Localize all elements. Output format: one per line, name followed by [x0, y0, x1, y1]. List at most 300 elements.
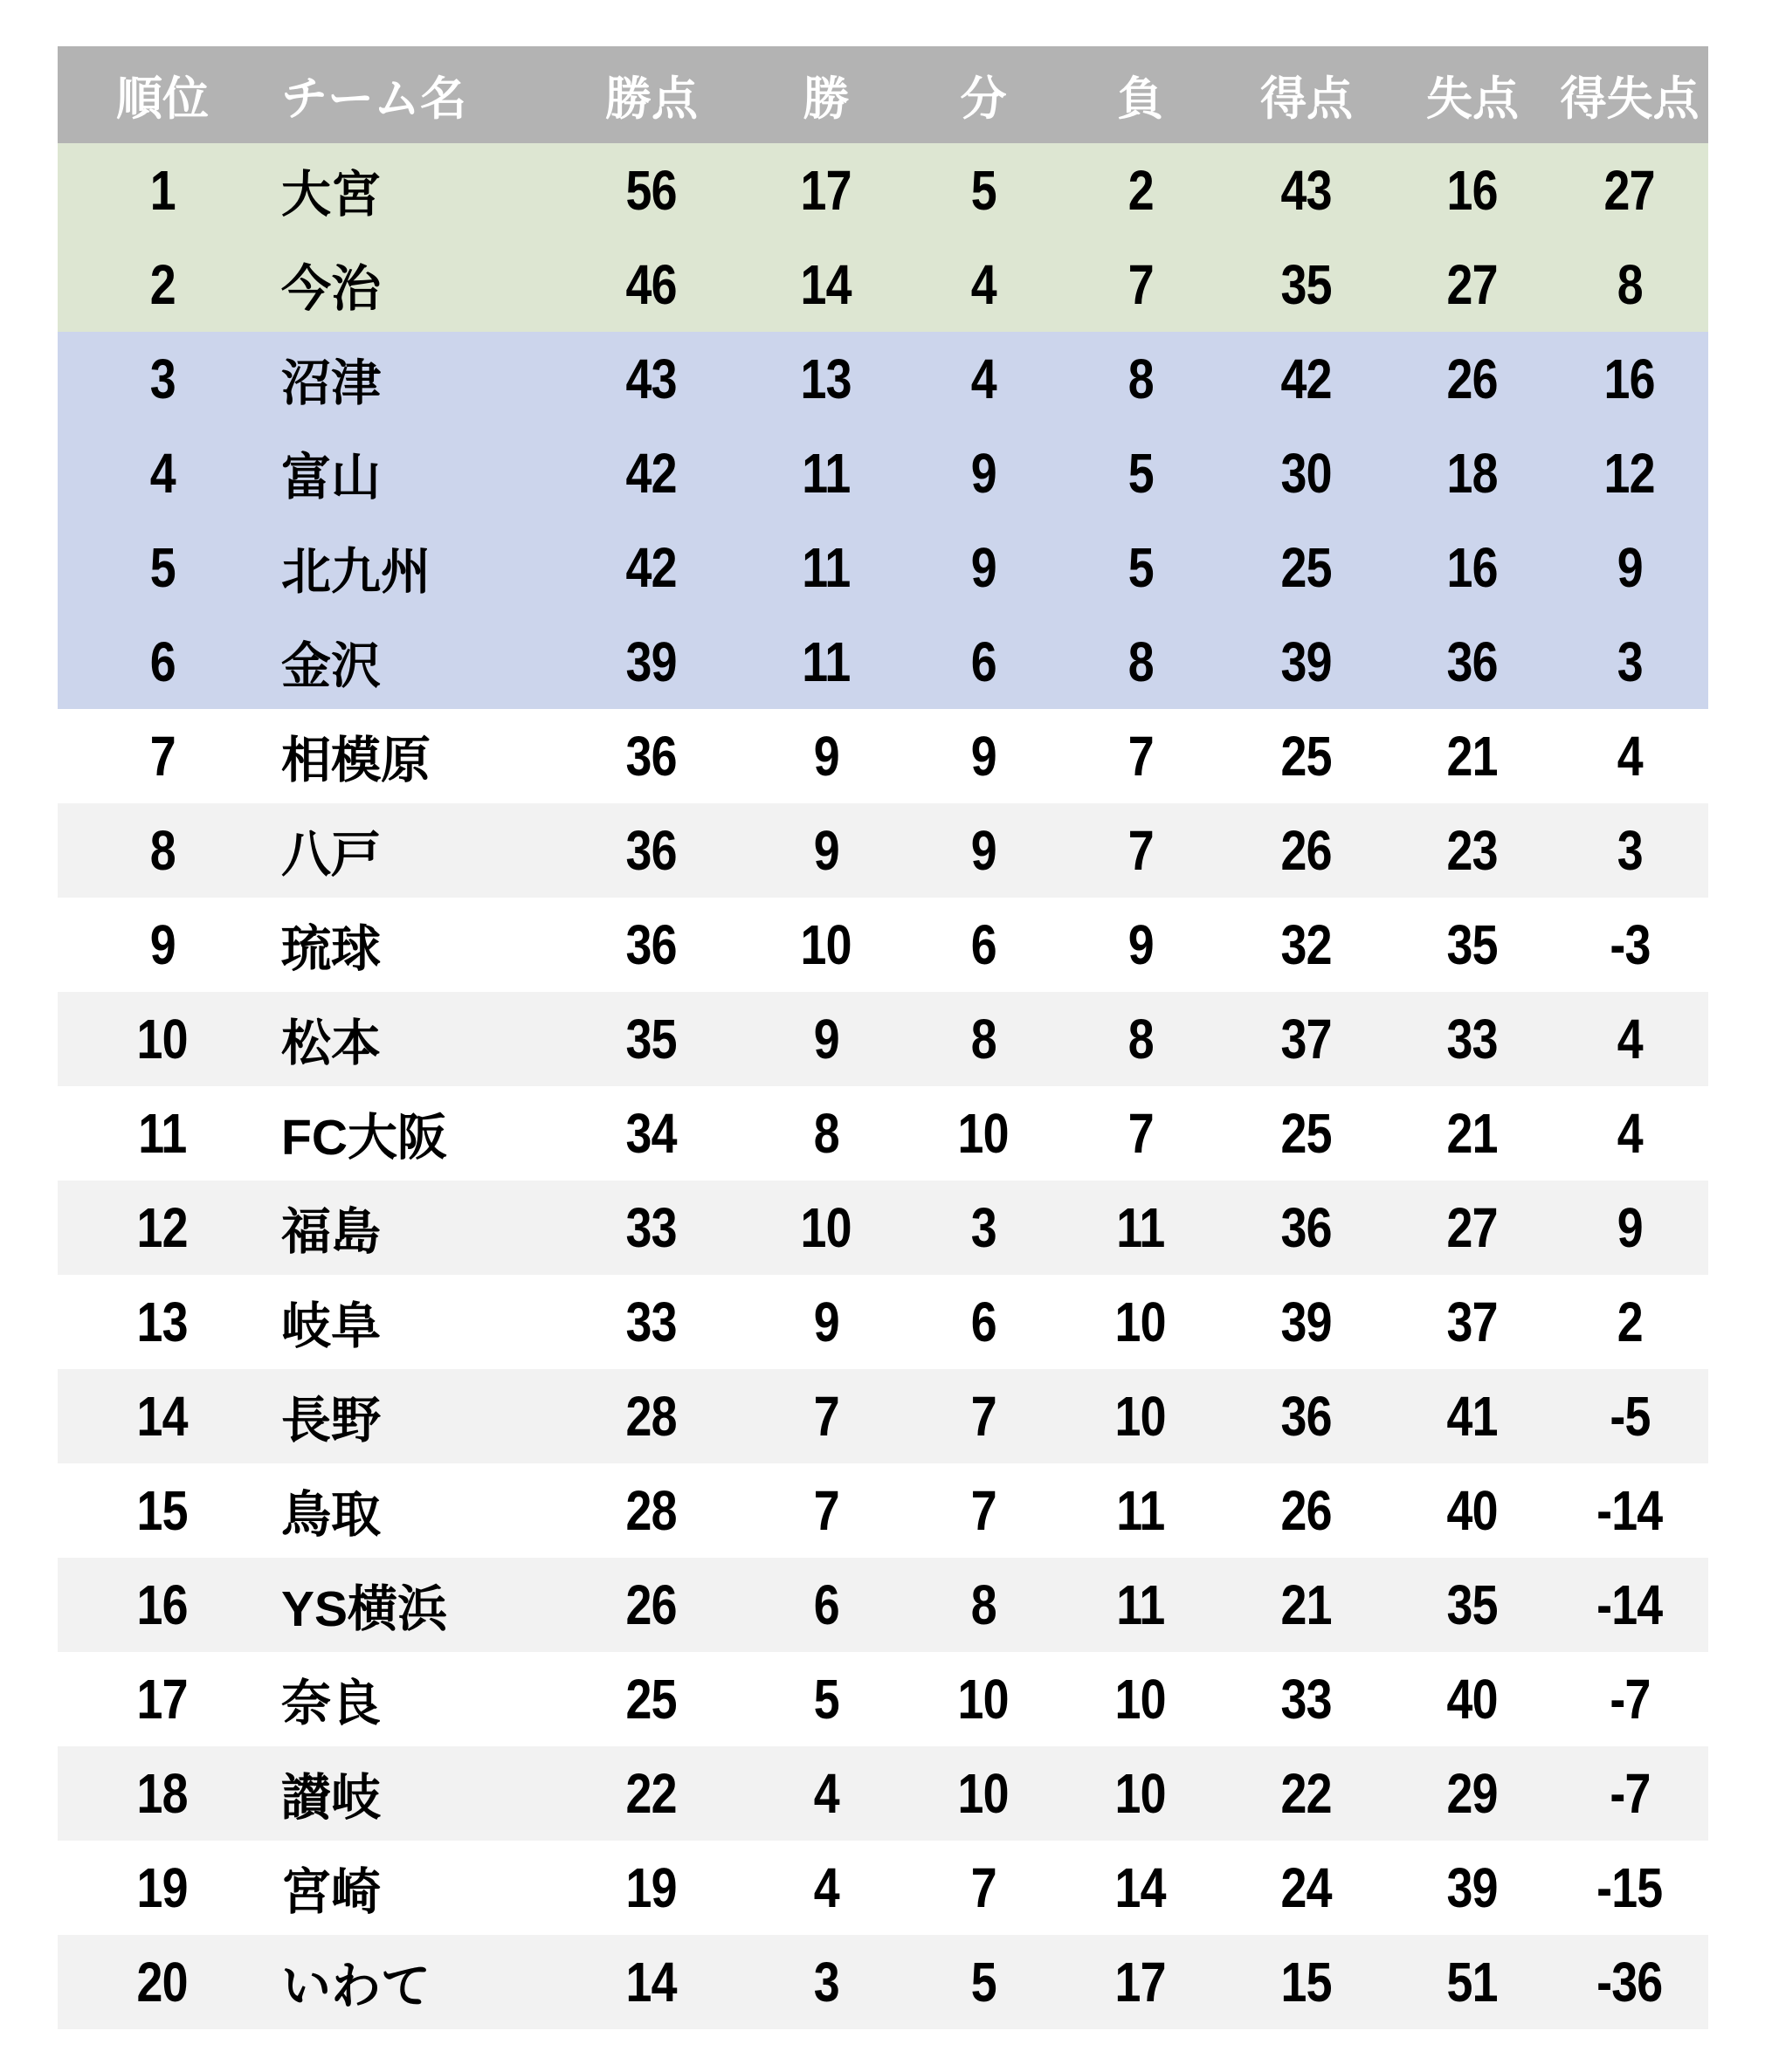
points-value: 25: [625, 1668, 678, 1731]
cell-team: [267, 1841, 555, 1935]
goal_diff-value: 9: [1617, 536, 1643, 599]
cell-goal_diff: [1551, 1181, 1708, 1275]
draws-value: 4: [970, 253, 996, 316]
draws-value: 4: [970, 348, 996, 410]
goal_diff-value: -3: [1609, 913, 1651, 976]
cell-goals_against: [1394, 1086, 1551, 1181]
cell-losses: [1062, 1369, 1219, 1463]
draws-value: 5: [970, 1951, 996, 2013]
wins-value: 9: [813, 1291, 839, 1353]
cell-draws: [905, 1369, 1062, 1463]
goal_diff-value: 4: [1617, 1102, 1643, 1165]
table-row: [58, 615, 1708, 709]
cell-losses: [1062, 143, 1219, 237]
losses-value: 10: [1114, 1385, 1167, 1448]
points-value: 22: [625, 1762, 678, 1825]
cell-goals_for: [1219, 803, 1394, 898]
points-value: 42: [625, 536, 678, 599]
wins-value: 9: [813, 725, 839, 788]
wins-value: 14: [800, 253, 852, 316]
goals_for-value: 32: [1280, 913, 1333, 976]
cell-wins: [748, 1463, 905, 1558]
cell-wins: [748, 1369, 905, 1463]
cell-team: [267, 992, 555, 1086]
cell-losses: [1062, 426, 1219, 520]
cell-draws: [905, 426, 1062, 520]
goals_for-value: 22: [1280, 1762, 1333, 1825]
points-value: 14: [625, 1951, 678, 2013]
cell-goal_diff: [1551, 237, 1708, 332]
goal_diff-value: 3: [1617, 630, 1643, 693]
cell-draws: [905, 615, 1062, 709]
cell-rank: [58, 898, 267, 992]
cell-goals_against: [1394, 1275, 1551, 1369]
cell-goals_against: [1394, 1463, 1551, 1558]
cell-goals_against: [1394, 803, 1551, 898]
goals_for-value: 42: [1280, 348, 1333, 410]
draws-value: 3: [970, 1196, 996, 1259]
team-name-text: 讃岐: [281, 1770, 381, 1826]
goals_against-value: 29: [1446, 1762, 1499, 1825]
rank-value: 1: [149, 159, 176, 222]
points-value: 56: [625, 159, 678, 222]
goals_against-value: 40: [1446, 1668, 1499, 1731]
goals_against-value: 18: [1446, 442, 1499, 505]
cell-goals_against: [1394, 615, 1551, 709]
goals_for-value: 37: [1280, 1008, 1333, 1070]
goals_for-value: 24: [1280, 1856, 1333, 1919]
cell-goal_diff: [1551, 1086, 1708, 1181]
cell-draws: [905, 1746, 1062, 1841]
losses-value: 7: [1127, 253, 1154, 316]
cell-team: [267, 1652, 555, 1746]
goals_for-value: 36: [1280, 1196, 1333, 1259]
cell-goals_against: [1394, 992, 1551, 1086]
cell-draws: [905, 1841, 1062, 1935]
points-value: 36: [625, 725, 678, 788]
cell-rank: [58, 803, 267, 898]
cell-goals_for: [1219, 1086, 1394, 1181]
cell-goals_against: [1394, 1558, 1551, 1652]
points-value: 28: [625, 1479, 678, 1542]
goals_against-value: 41: [1446, 1385, 1499, 1448]
cell-wins: [748, 1841, 905, 1935]
table-row: [58, 143, 1708, 237]
goals_against-value: 26: [1446, 348, 1499, 410]
rank-value: 11: [138, 1102, 187, 1165]
cell-draws: [905, 1181, 1062, 1275]
rank-value: 3: [149, 348, 176, 410]
team-name-text: 沼津: [281, 355, 381, 411]
goals_for-value: 21: [1280, 1573, 1333, 1636]
cell-rank: [58, 1369, 267, 1463]
wins-value: 4: [813, 1762, 839, 1825]
cell-losses: [1062, 332, 1219, 426]
cell-goals_against: [1394, 1652, 1551, 1746]
cell-wins: [748, 709, 905, 803]
cell-goals_against: [1394, 332, 1551, 426]
team-name-text: 奈良: [281, 1676, 381, 1731]
cell-goals_against: [1394, 143, 1551, 237]
cell-points: [555, 1086, 748, 1181]
cell-draws: [905, 237, 1062, 332]
rank-value: 16: [136, 1573, 189, 1636]
cell-points: [555, 1841, 748, 1935]
cell-rank: [58, 1181, 267, 1275]
cell-goals_for: [1219, 1275, 1394, 1369]
points-value: 39: [625, 630, 678, 693]
cell-goals_for: [1219, 1369, 1394, 1463]
draws-value: 9: [970, 725, 996, 788]
draws-value: 6: [970, 913, 996, 976]
losses-value: 10: [1114, 1668, 1167, 1731]
col-header-rank: 順位: [58, 46, 267, 143]
cell-team: [267, 1181, 555, 1275]
wins-value: 17: [800, 159, 852, 222]
cell-draws: [905, 1935, 1062, 2029]
draws-value: 5: [970, 159, 996, 222]
cell-rank: [58, 1086, 267, 1181]
standings-table: [58, 46, 1708, 2029]
cell-goals_against: [1394, 1841, 1551, 1935]
losses-value: 11: [1116, 1479, 1165, 1542]
team-name-text: FC大阪: [281, 1110, 447, 1166]
cell-points: [555, 1935, 748, 2029]
cell-team: [267, 520, 555, 615]
col-header-draws: 分: [905, 46, 1062, 143]
cell-goals_against: [1394, 898, 1551, 992]
cell-goals_for: [1219, 426, 1394, 520]
team-name-text: 福島: [281, 1204, 381, 1260]
cell-goals_for: [1219, 143, 1394, 237]
rank-value: 7: [149, 725, 176, 788]
table-row: [58, 709, 1708, 803]
team-name-text: 宮崎: [281, 1864, 381, 1920]
table-row: [58, 992, 1708, 1086]
rank-value: 4: [149, 442, 176, 505]
cell-wins: [748, 898, 905, 992]
draws-value: 8: [970, 1573, 996, 1636]
cell-losses: [1062, 992, 1219, 1086]
cell-rank: [58, 615, 267, 709]
wins-value: 10: [800, 913, 852, 976]
draws-value: 8: [970, 1008, 996, 1070]
col-header-losses: 負: [1062, 46, 1219, 143]
rank-value: 14: [136, 1385, 189, 1448]
cell-team: [267, 237, 555, 332]
cell-goals_against: [1394, 1181, 1551, 1275]
cell-wins: [748, 615, 905, 709]
cell-goal_diff: [1551, 332, 1708, 426]
cell-points: [555, 1558, 748, 1652]
cell-losses: [1062, 237, 1219, 332]
cell-wins: [748, 520, 905, 615]
cell-draws: [905, 992, 1062, 1086]
losses-value: 7: [1127, 819, 1154, 882]
team-name-text: 大宮: [281, 167, 381, 223]
goal_diff-value: 4: [1617, 725, 1643, 788]
goals_against-value: 16: [1446, 159, 1499, 222]
cell-points: [555, 1652, 748, 1746]
cell-points: [555, 1746, 748, 1841]
cell-draws: [905, 803, 1062, 898]
rank-value: 19: [136, 1856, 189, 1919]
wins-value: 7: [813, 1385, 839, 1448]
cell-team: [267, 1463, 555, 1558]
col-header-goal_diff: 得失点: [1551, 46, 1708, 143]
cell-team: [267, 1746, 555, 1841]
goals_for-value: 35: [1280, 253, 1333, 316]
cell-goals_for: [1219, 898, 1394, 992]
cell-wins: [748, 1181, 905, 1275]
goals_against-value: 40: [1446, 1479, 1499, 1542]
cell-wins: [748, 426, 905, 520]
rank-value: 15: [136, 1479, 189, 1542]
team-name-text: 鳥取: [281, 1487, 381, 1543]
cell-wins: [748, 143, 905, 237]
wins-value: 11: [802, 442, 851, 505]
table-row: [58, 520, 1708, 615]
cell-team: [267, 1369, 555, 1463]
losses-value: 7: [1127, 1102, 1154, 1165]
wins-value: 5: [813, 1668, 839, 1731]
cell-wins: [748, 1086, 905, 1181]
draws-value: 10: [957, 1668, 1010, 1731]
losses-value: 11: [1116, 1573, 1165, 1636]
points-value: 33: [625, 1291, 678, 1353]
cell-losses: [1062, 709, 1219, 803]
table-row: [58, 237, 1708, 332]
header-row: [58, 46, 1708, 143]
cell-goals_against: [1394, 1935, 1551, 2029]
goals_against-value: 33: [1446, 1008, 1499, 1070]
cell-goal_diff: [1551, 615, 1708, 709]
losses-value: 10: [1114, 1762, 1167, 1825]
goal_diff-value: 4: [1617, 1008, 1643, 1070]
cell-team: [267, 709, 555, 803]
cell-goal_diff: [1551, 803, 1708, 898]
cell-points: [555, 1181, 748, 1275]
draws-value: 9: [970, 442, 996, 505]
cell-losses: [1062, 1652, 1219, 1746]
goals_for-value: 30: [1280, 442, 1333, 505]
team-name-text: いわて: [281, 1958, 431, 2014]
losses-value: 8: [1127, 630, 1154, 693]
cell-draws: [905, 520, 1062, 615]
table-row: [58, 1369, 1708, 1463]
cell-points: [555, 426, 748, 520]
goals_for-value: 39: [1280, 1291, 1333, 1353]
losses-value: 17: [1114, 1951, 1167, 2013]
cell-losses: [1062, 1558, 1219, 1652]
team-name-text: 長野: [281, 1393, 381, 1449]
col-header-team: チーム名: [267, 46, 555, 143]
cell-rank: [58, 1746, 267, 1841]
cell-goals_for: [1219, 1181, 1394, 1275]
goals_for-value: 36: [1280, 1385, 1333, 1448]
cell-team: [267, 143, 555, 237]
cell-draws: [905, 332, 1062, 426]
team-name-text: 松本: [281, 1015, 381, 1071]
rank-value: 12: [136, 1196, 189, 1259]
cell-goals_for: [1219, 992, 1394, 1086]
losses-value: 7: [1127, 725, 1154, 788]
goal_diff-value: -15: [1596, 1856, 1663, 1919]
goals_for-value: 26: [1280, 819, 1333, 882]
cell-rank: [58, 426, 267, 520]
cell-draws: [905, 143, 1062, 237]
points-value: 42: [625, 442, 678, 505]
cell-rank: [58, 143, 267, 237]
team-name-text: YS横浜: [281, 1581, 448, 1637]
cell-goal_diff: [1551, 709, 1708, 803]
points-value: 35: [625, 1008, 678, 1070]
wins-value: 7: [813, 1479, 839, 1542]
cell-rank: [58, 992, 267, 1086]
wins-value: 3: [813, 1951, 839, 2013]
cell-losses: [1062, 1086, 1219, 1181]
cell-goal_diff: [1551, 898, 1708, 992]
cell-rank: [58, 332, 267, 426]
cell-team: [267, 803, 555, 898]
col-header-goals_against: 失点: [1394, 46, 1551, 143]
cell-goal_diff: [1551, 1275, 1708, 1369]
goal_diff-value: 27: [1603, 159, 1656, 222]
points-value: 28: [625, 1385, 678, 1448]
losses-value: 5: [1127, 442, 1154, 505]
cell-team: [267, 1558, 555, 1652]
cell-team: [267, 898, 555, 992]
cell-goals_against: [1394, 520, 1551, 615]
table-row: [58, 898, 1708, 992]
goal_diff-value: -7: [1609, 1762, 1651, 1825]
cell-wins: [748, 803, 905, 898]
cell-wins: [748, 1275, 905, 1369]
goal_diff-value: 2: [1617, 1291, 1643, 1353]
wins-value: 8: [813, 1102, 839, 1165]
cell-points: [555, 143, 748, 237]
col-header-wins: 勝: [748, 46, 905, 143]
team-name-text: 富山: [281, 450, 381, 506]
cell-points: [555, 803, 748, 898]
table-row: [58, 1652, 1708, 1746]
cell-points: [555, 237, 748, 332]
goals_against-value: 21: [1446, 1102, 1499, 1165]
cell-team: [267, 426, 555, 520]
cell-goal_diff: [1551, 426, 1708, 520]
goals_for-value: 25: [1280, 536, 1333, 599]
wins-value: 9: [813, 819, 839, 882]
rank-value: 13: [136, 1291, 189, 1353]
losses-value: 11: [1116, 1196, 1165, 1259]
cell-goals_for: [1219, 237, 1394, 332]
losses-value: 8: [1127, 348, 1154, 410]
cell-goals_against: [1394, 237, 1551, 332]
rank-value: 6: [149, 630, 176, 693]
rank-value: 5: [149, 536, 176, 599]
cell-points: [555, 1463, 748, 1558]
team-name-text: 北九州: [281, 544, 431, 600]
rank-value: 20: [136, 1951, 189, 2013]
losses-value: 5: [1127, 536, 1154, 599]
cell-rank: [58, 1841, 267, 1935]
cell-goal_diff: [1551, 992, 1708, 1086]
cell-losses: [1062, 520, 1219, 615]
cell-draws: [905, 898, 1062, 992]
cell-draws: [905, 1463, 1062, 1558]
draws-value: 6: [970, 1291, 996, 1353]
wins-value: 13: [800, 348, 852, 410]
cell-losses: [1062, 1841, 1219, 1935]
wins-value: 10: [800, 1196, 852, 1259]
cell-draws: [905, 709, 1062, 803]
table-row: [58, 1275, 1708, 1369]
cell-goals_against: [1394, 426, 1551, 520]
cell-team: [267, 1935, 555, 2029]
cell-rank: [58, 709, 267, 803]
cell-rank: [58, 1558, 267, 1652]
cell-goals_for: [1219, 332, 1394, 426]
cell-wins: [748, 1746, 905, 1841]
draws-value: 7: [970, 1385, 996, 1448]
goals_against-value: 21: [1446, 725, 1499, 788]
draws-value: 6: [970, 630, 996, 693]
cell-wins: [748, 1652, 905, 1746]
col-header-points: 勝点: [555, 46, 748, 143]
draws-value: 7: [970, 1856, 996, 1919]
cell-goal_diff: [1551, 1369, 1708, 1463]
table-row: [58, 1746, 1708, 1841]
cell-rank: [58, 1652, 267, 1746]
goal_diff-value: 8: [1617, 253, 1643, 316]
table-row: [58, 426, 1708, 520]
cell-points: [555, 992, 748, 1086]
goal_diff-value: 12: [1603, 442, 1656, 505]
rank-value: 9: [149, 913, 176, 976]
rank-value: 8: [149, 819, 176, 882]
cell-goal_diff: [1551, 520, 1708, 615]
team-name-text: 相模原: [281, 733, 431, 788]
rank-value: 17: [136, 1668, 189, 1731]
cell-goals_for: [1219, 709, 1394, 803]
cell-team: [267, 332, 555, 426]
table-row: [58, 1463, 1708, 1558]
points-value: 36: [625, 913, 678, 976]
cell-losses: [1062, 803, 1219, 898]
cell-goal_diff: [1551, 1652, 1708, 1746]
cell-losses: [1062, 898, 1219, 992]
goals_against-value: 51: [1446, 1951, 1499, 2013]
cell-draws: [905, 1558, 1062, 1652]
cell-wins: [748, 332, 905, 426]
draws-value: 9: [970, 536, 996, 599]
cell-goals_for: [1219, 520, 1394, 615]
cell-losses: [1062, 615, 1219, 709]
standings-page: [58, 46, 1708, 2029]
goals_against-value: 27: [1446, 1196, 1499, 1259]
goals_for-value: 15: [1280, 1951, 1333, 2013]
cell-team: [267, 1086, 555, 1181]
cell-draws: [905, 1652, 1062, 1746]
table-row: [58, 1935, 1708, 2029]
cell-goal_diff: [1551, 1463, 1708, 1558]
cell-points: [555, 709, 748, 803]
table-row: [58, 1181, 1708, 1275]
cell-losses: [1062, 1935, 1219, 2029]
cell-draws: [905, 1275, 1062, 1369]
losses-value: 8: [1127, 1008, 1154, 1070]
cell-losses: [1062, 1463, 1219, 1558]
